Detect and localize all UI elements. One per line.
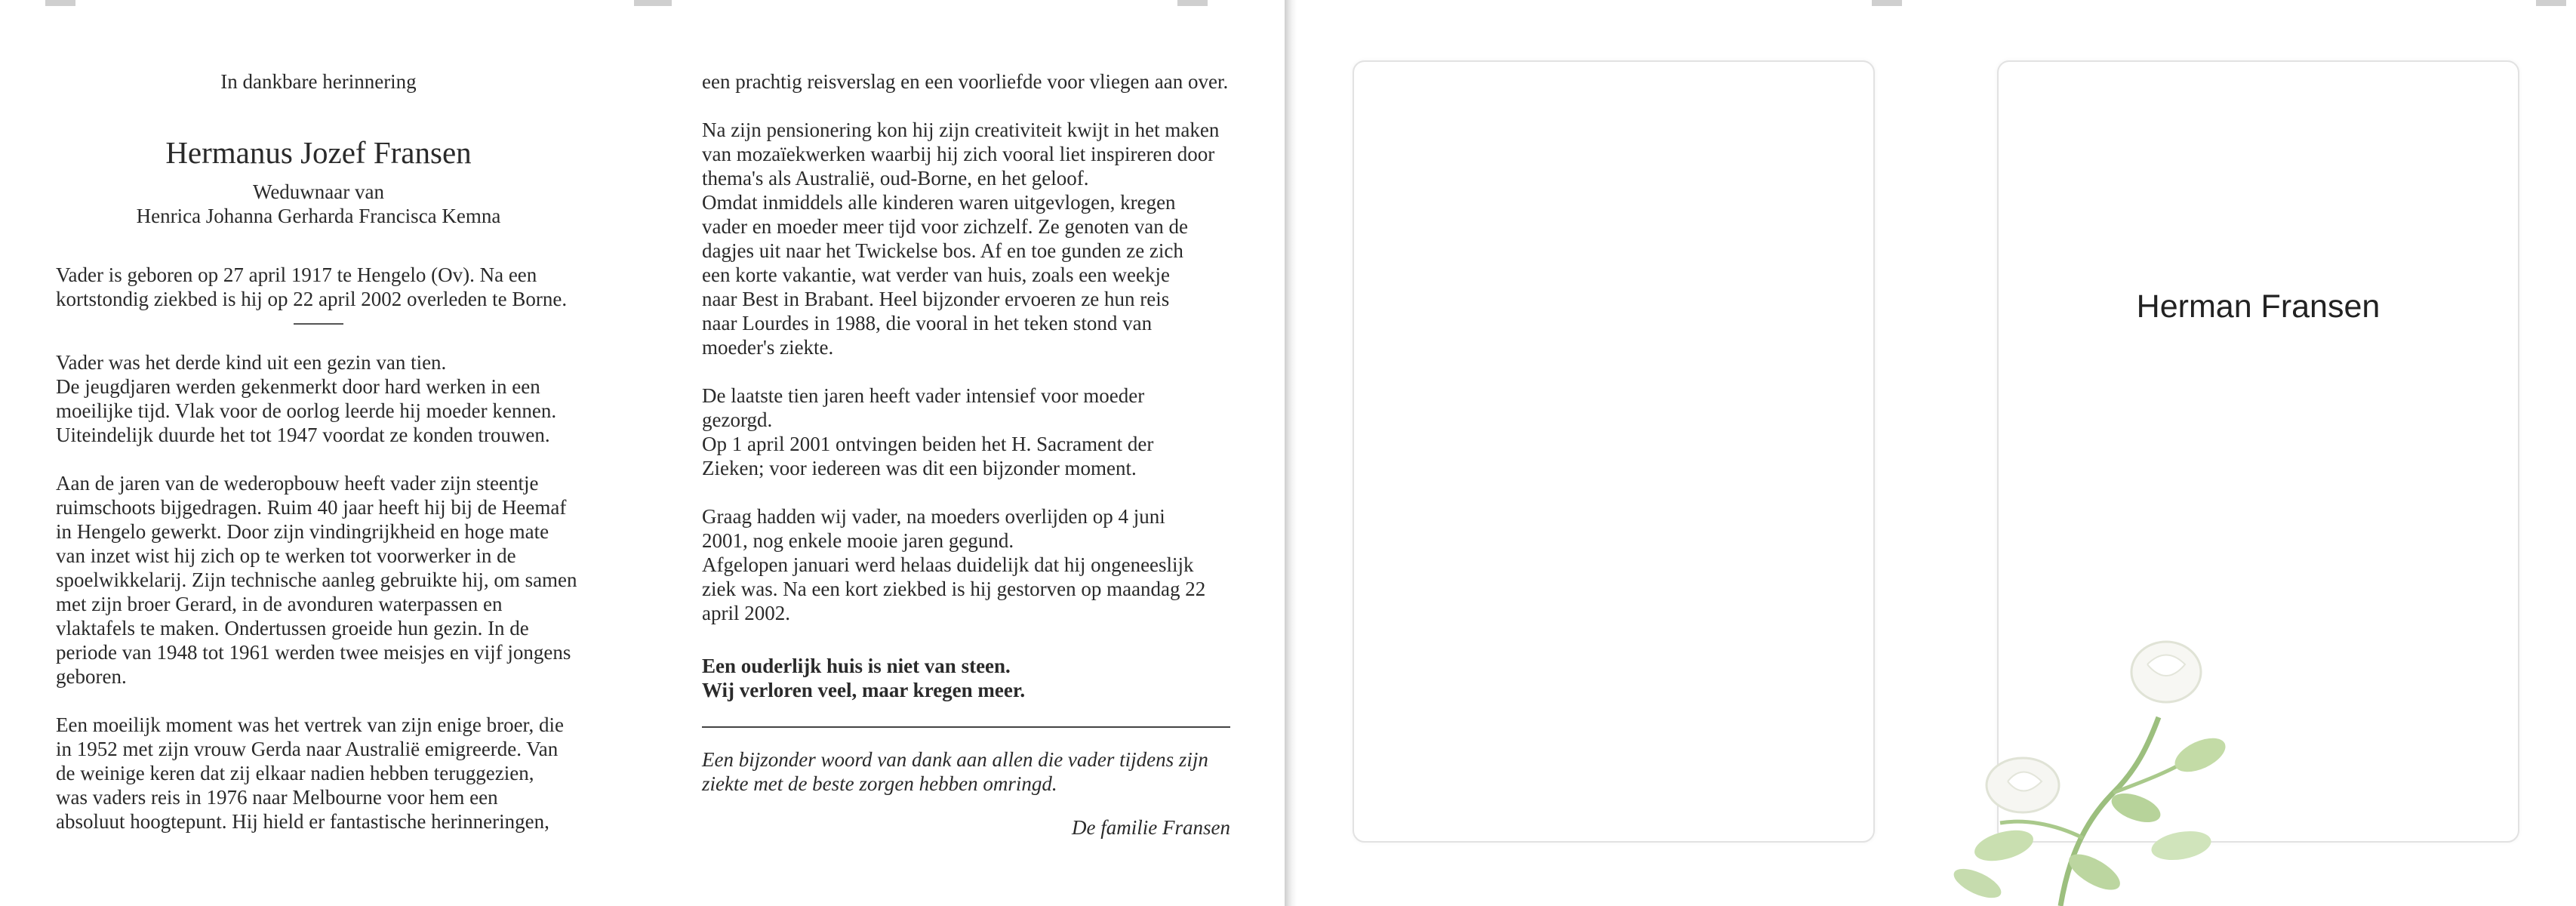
text-line: een korte vakantie, wat verder van huis, zoals een weekje	[702, 263, 1170, 286]
text-line: spoelwikkelarij. Zijn technische aanleg gebruikte hij, om samen	[56, 569, 577, 591]
text-line: Een bijzonder woord van dank aan allen die vader tijdens zijn	[702, 748, 1208, 771]
text-line: ziekte met de beste zorgen hebben omringd.	[702, 772, 1057, 795]
thanks-note	[702, 747, 1230, 796]
text-line: 2001, nog enkele mooie jaren gegund.	[702, 529, 1014, 552]
text-line: Aan de jaren van de wederopbouw heeft vader zijn steentje	[56, 472, 539, 495]
text-line: de weinige keren dat zij elkaar nadien hebben teruggezien,	[56, 762, 534, 784]
card-fold	[1285, 0, 1297, 906]
blank-photo-frame	[1353, 60, 1875, 843]
text-line: Afgelopen januari werd helaas duidelijk dat hij ongeneeslijk	[702, 553, 1194, 576]
memorial-heading: In dankbare herinnering	[220, 70, 417, 93]
text-line: Omdat inmiddels alle kinderen waren uitgevlogen, kregen	[702, 191, 1176, 214]
text-line: vader en moeder meer tijd voor zichzelf. Ze genoten van de	[702, 215, 1188, 238]
text-line: absoluut hoogtepunt. Hij hield er fantastische herinneringen,	[56, 810, 549, 833]
text-line: Vader was het derde kind uit een gezin van tien.	[56, 351, 447, 374]
birth-paragraph	[56, 263, 581, 311]
text-line: van inzet wist hij zich op te werken tot voorwerker in de	[56, 544, 516, 567]
text-line: geboren.	[56, 665, 127, 688]
text-line: Zieken; voor iedereen was dit een bijzonder moment.	[702, 457, 1137, 479]
text-line: naar Best in Brabant. Heel bijzonder ervoeren ze hun reis	[702, 288, 1170, 310]
text-line: april 2002.	[702, 602, 790, 624]
paragraph-continued	[702, 69, 1230, 94]
text-line: van mozaïekwerken waarbij hij zich vooral liet inspireren door	[702, 143, 1215, 165]
text-line: Na zijn pensionering kon hij zijn creativiteit kwijt in het maken	[702, 119, 1220, 141]
middle-text-column	[702, 69, 1230, 840]
text-line: ziek was. Na een kort ziekbed is hij gestorven op maandag 22	[702, 578, 1206, 600]
text-line: Een moeilijk moment was het vertrek van zijn enige broer, die	[56, 713, 564, 736]
text-line: Uiteindelijk duurde het tot 1947 voordat ze konden trouwen.	[56, 424, 550, 446]
text-line: in 1952 met zijn vrouw Gerda naar Australië emigreerde. Van	[56, 738, 559, 760]
spouse-name: Henrica Johanna Gerharda Francisca Kemna	[136, 205, 501, 227]
text-line: met zijn broer Gerard, in de avonduren waterpassen en	[56, 593, 503, 615]
paragraph-work	[56, 471, 581, 689]
family-signature: De familie Fransen	[1072, 816, 1230, 839]
text-line: kortstondig ziekbed is hij op 22 april 2002 overleden te Borne.	[56, 288, 568, 310]
widow-label: Weduwnaar van	[253, 180, 384, 203]
text-line: was vaders reis in 1976 naar Melbourne voor hem een	[56, 786, 498, 809]
text-line: De laatste tien jaren heeft vader intensief voor moeder	[702, 384, 1145, 407]
text-line: dagjes uit naar het Twickelse bos. Af en toe gunden ze zich	[702, 239, 1183, 262]
text-line: naar Lourdes in 1988, die vooral in het teken stond van	[702, 312, 1153, 334]
text-line: een prachtig reisverslag en een voorliefde voor vliegen aan over.	[702, 70, 1229, 93]
paragraph-final	[702, 504, 1230, 625]
paragraph-retirement	[702, 118, 1230, 359]
long-divider	[702, 726, 1230, 728]
motto-line: Wij verloren veel, maar kregen meer.	[702, 679, 1026, 701]
short-divider	[294, 323, 343, 325]
motto-line: Een ouderlijk huis is niet van steen.	[702, 655, 1011, 677]
text-line: De jeugdjaren werden gekenmerkt door hard werken in een	[56, 375, 540, 398]
paragraph-brother	[56, 713, 581, 834]
paragraph-care	[702, 384, 1230, 480]
text-line: gezorgd.	[702, 408, 773, 431]
left-text-column	[56, 69, 581, 834]
text-line: in Hengelo gewerkt. Door zijn vindingrijkheid en hoge mate	[56, 520, 549, 543]
text-line: thema's als Australië, oud-Borne, en het geloof.	[702, 167, 1089, 190]
cover-name: Herman Fransen	[2136, 288, 2381, 325]
paragraph-family	[56, 350, 581, 447]
text-line: Op 1 april 2001 ontvingen beiden het H. Sacrament der	[702, 433, 1154, 455]
rose-illustration	[1932, 619, 2249, 906]
text-line: vlaktafels te maken. Ondertussen groeide hun gezin. In de	[56, 617, 529, 639]
text-line: moeilijke tijd. Vlak voor de oorlog leerde hij moeder kennen.	[56, 399, 557, 422]
text-line: periode van 1948 tot 1961 werden twee meisjes en vijf jongens	[56, 641, 571, 664]
text-line: ruimschoots bijgedragen. Ruim 40 jaar heeft hij bij de Heemaf	[56, 496, 567, 519]
text-line: moeder's ziekte.	[702, 336, 834, 359]
motto	[702, 654, 1230, 702]
deceased-name: Hermanus Jozef Fransen	[165, 135, 472, 170]
text-line: Vader is geboren op 27 april 1917 te Hengelo (Ov). Na een	[56, 263, 537, 286]
text-line: Graag hadden wij vader, na moeders overlijden op 4 juni	[702, 505, 1165, 528]
